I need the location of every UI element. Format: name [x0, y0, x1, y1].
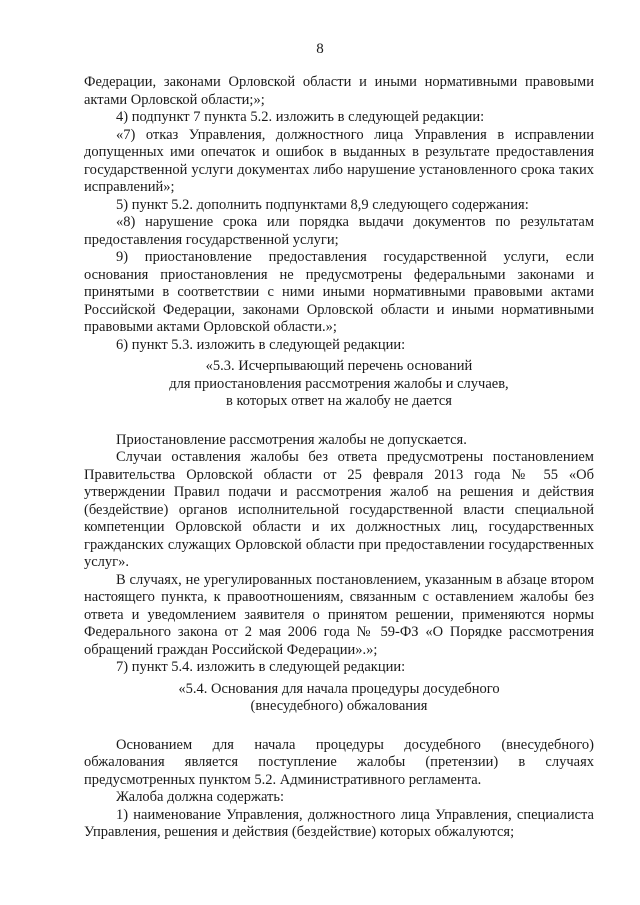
paragraph: 6) пункт 5.3. изложить в следующей редакции: [116, 336, 406, 353]
section-heading-line: для приостановления рассмотрения жалобы и случаев, [169, 375, 509, 392]
paragraph: Жалоба должна содержать: [116, 789, 285, 805]
paragraph: 5) пункт 5.2. дополнить подпунктами 8,9 следующего содержания: [116, 196, 529, 213]
paragraph: Приостановление рассмотрения жалобы не допускается. [116, 431, 467, 448]
paragraph: 4) подпункт 7 пункта 5.2. изложить в следующей редакции: [116, 109, 485, 125]
paragraph: Федерации, законами Орловской области и иными нормативными правовыми актами Орловской области;»; [84, 74, 594, 108]
paragraph: 7) пункт 5.4. изложить в следующей редакции: [116, 659, 406, 675]
section-heading-line: (внесудебного) обжалования [250, 698, 428, 714]
paragraph: 1) наименование Управления, должностного лица Управления, специалиста Управления, решения и действия (бездействие) которых обжалуются; [84, 806, 594, 840]
paragraph: «8) нарушение срока или порядка выдачи документов по результатам предоставления государственной услуги; [84, 214, 594, 248]
paragraph: «7) отказ Управления, должностного лица Управления в исправлении допущенных ими опечаток и ошибок в выданных в результате предоставления государственной услуги документах либо нарушение установленного срока таких исправлений»; [84, 126, 594, 195]
paragraph: Основанием для начала процедуры досудебного (внесудебного) обжалования является поступление жалобы (претензии) в случаях предусмотренных пунктом 5.2. Административного регламента. [84, 736, 594, 788]
paragraph: В случаях, не урегулированных постановлением, указанным в абзаце втором настоящего пункта, к правоотношениям, связанным с оставлением жалобы без ответа и уведомлением заявителя о принятом решении, применяются нормы Федерального закона от 2 мая 2006 года № 59-ФЗ «О Порядке рассмотрения обращений граждан Российской Федерации».»; [84, 571, 594, 658]
document-body [84, 74, 594, 842]
section-heading-line: «5.3. Исчерпывающий перечень оснований [205, 358, 473, 374]
section-heading-line: «5.4. Основания для начала процедуры досудебного [178, 680, 500, 697]
paragraph: Случаи оставления жалобы без ответа предусмотрены постановлением Правительства Орловской области от 25 февраля 2013 года № 55 «Об утверждении Правил подачи и рассмотрения жалоб на решения и действия (бездействие) органов исполнительной государственной власти специальной компетенции Орловской области и их должностных лиц, государственных гражданских служащих Орловской области при предоставлении государственных услуг». [84, 449, 594, 570]
section-heading-line: в которых ответ на жалобу не дается [226, 393, 452, 409]
page-number: 8 [316, 41, 324, 57]
paragraph: 9) приостановление предоставления государственной услуги, если основания приостановления не предусмотрены федеральными законами и принятыми в соответствии с ними иными нормативными правовыми актами Российской Федерации, законами Орловской области и иными нормативными правовыми актами Орловской области.»; [84, 249, 594, 335]
